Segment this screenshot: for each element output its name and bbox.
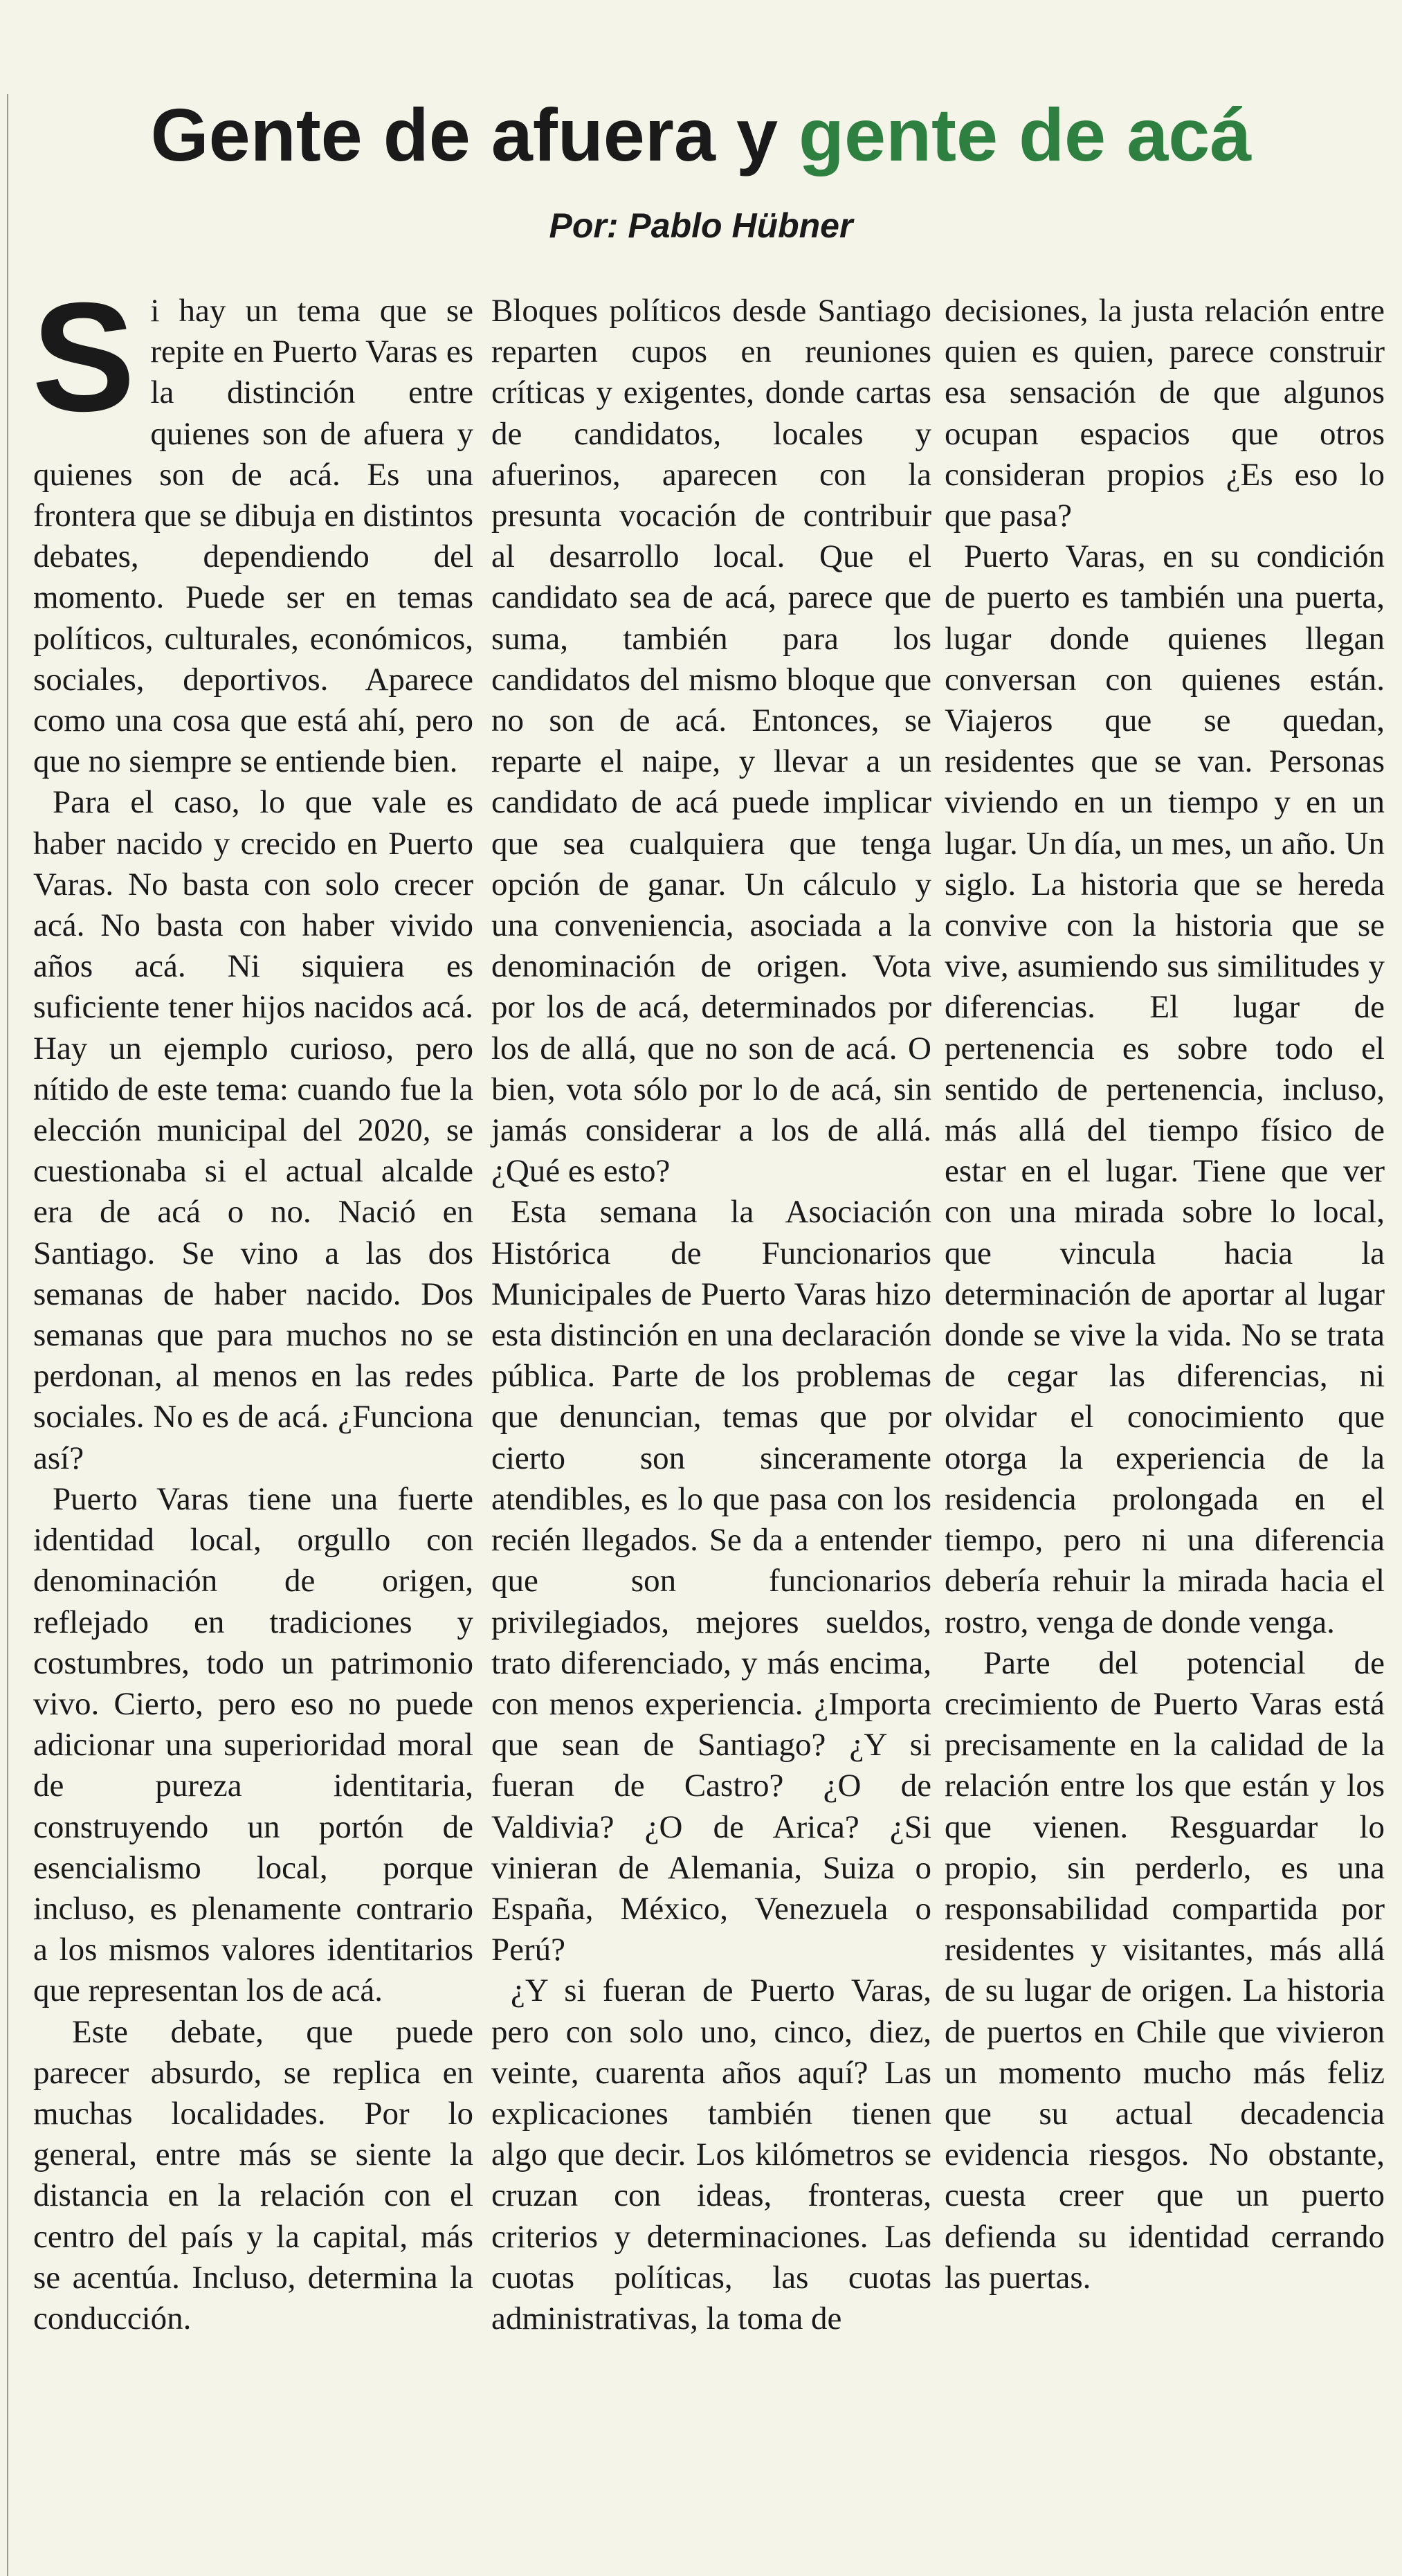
article-paragraph: decisiones, la justa relación entre quien es quien, parece construir esa sensación de que algunos ocupan espacios que otros consideran propios ¿Es eso lo que pasa? <box>945 293 1385 534</box>
article-paragraph: Bloques políticos desde Santiago reparten cupos en reuniones críticas y exigentes, donde cartas de candidatos, locales y afuerinos, aparecen con la presunta vocación de contribuir al desarrollo local. Que el candidato sea de acá, parece que suma, también para los candidatos del mismo bloque que no son de acá. Entonces, se reparte el naipe, y llevar a un candidato de acá puede implicar que sea cualquiera que tenga opción de ganar. Un cálculo y una conveniencia, asociada a la denominación de origen. Vota por los de acá, determinados por los de allá, que no son de acá. O bien, vota sólo por lo de acá, sin jamás considerar a los de allá. ¿Qué es esto? <box>491 293 931 1190</box>
article-column-1 <box>32 271 473 2339</box>
article-paragraph <box>32 271 473 782</box>
article-paragraph: Este debate, que puede parecer absurdo, se replica en muchas localidades. Por lo general, entre más se siente la distancia en la relación con el centro del país y la capital, más se acentúa. Incluso, determina la conducción. <box>33 2013 473 2337</box>
article-headline <box>0 90 1402 180</box>
article-paragraph: ¿Y si fueran de Puerto Varas, pero con solo uno, cinco, diez, veinte, cuarenta años aquí? Las explicaciones también tienen algo que decir. Los kilómetros se cruzan con ideas, fronteras, criterios y determinaciones. Las cuotas políticas, las cuotas administrativas, la toma de <box>491 1972 931 2337</box>
article-paragraph: Esta semana la Asociación Histórica de Funcionarios Municipales de Puerto Varas hizo esta distinción en una declaración pública. Parte de los problemas que denuncian, temas que por cierto son sinceramente atendibles, es lo que pasa con los recién llegados. Se da a entender que son funcionarios privilegiados, mejores sueldos, trato diferenciado, y más encima, con menos experiencia. ¿Importa que sean de Santiago? ¿Y si fueran de Castro? ¿O de Valdivia? ¿O de Arica? ¿Si vinieran de Alemania, Suiza o España, México, Venezuela o Perú? <box>491 1194 931 1968</box>
headline-accent: gente de acá <box>799 93 1252 176</box>
article-paragraph: Puerto Varas, en su condición de puerto es también una puerta, lugar donde quienes llegan conversan con quienes están. Viajeros que se quedan, residentes que se van. Personas viviendo en un tiempo y en un lugar. Un día, un mes, un año. Un siglo. La historia que se hereda convive con la historia que se vive, asumiendo sus similitudes y diferencias. El lugar de pertenencia es sobre todo el sentido de pertenencia, incluso, más allá del tiempo físico de estar en el lugar. Tiene que ver con una mirada sobre lo local, que vincula hacia la determinación de aportar al lugar donde se vive la vida. No se trata de cegar las diferencias, ni olvidar el conocimiento que otorga la experiencia de la residencia prolongada en el tiempo, pero ni una diferencia debería rehuir la mirada hacia el rostro, venga de donde venga. <box>945 538 1385 1640</box>
article-paragraph: Para el caso, lo que vale es haber nacido y crecido en Puerto Varas. No basta con solo crecer acá. No basta con haber vivido años acá. Ni siquiera es suficiente tener hijos nacidos acá. Hay un ejemplo curioso, pero nítido de este tema: cuando fue la elección municipal del 2020, se cuestionaba si el actual alcalde era de acá o no. Nació en Santiago. Se vino a las dos semanas de haber nacido. Dos semanas que para muchos no se perdonan, al menos en las redes sociales. No es de acá. ¿Funciona así? <box>33 784 473 1476</box>
article-byline: Por: Pablo Hübner <box>549 206 853 245</box>
article-paragraph: Puerto Varas tiene una fuerte identidad local, orgullo con denominación de origen, reflejado en tradiciones y costumbres, todo un patrimonio vivo. Cierto, pero eso no puede adicionar una superioridad moral de pureza identitaria, construyendo un portón de esencialismo local, porque incluso, es plenamente contrario a los mismos valores identitarios que representan los de acá. <box>33 1480 473 2009</box>
column-divider-rule <box>7 94 8 2576</box>
article-column-2 <box>491 291 931 2339</box>
headline-main: Gente de afuera y <box>150 93 779 176</box>
article-paragraph: Parte del potencial de crecimiento de Puerto Varas está precisamente en la calidad de la relación entre los que están y los que vienen. Resguardar lo propio, sin perderlo, es una responsabilidad compartida por residentes y visitantes, más allá de su lugar de origen. La historia de puertos en Chile que vivieron un momento mucho más feliz que su actual decadencia evidencia riesgos. No obstante, cuesta creer que un puerto defienda su identidad cerrando las puertas. <box>945 1644 1385 2296</box>
paragraph-text: i hay un tema que se repite en Puerto Varas es la distinción entre quienes son de afuera y quienes son de acá. Es una frontera que se dibuja en distintos debates, dependiendo del momento. Puede ser en temas políticos, culturales, económicos, sociales, deportivos. Aparece como una cosa que está ahí, pero que no siempre se entiende bien. <box>33 293 473 780</box>
drop-cap: S <box>32 271 136 444</box>
article-column-3 <box>945 291 1385 2298</box>
